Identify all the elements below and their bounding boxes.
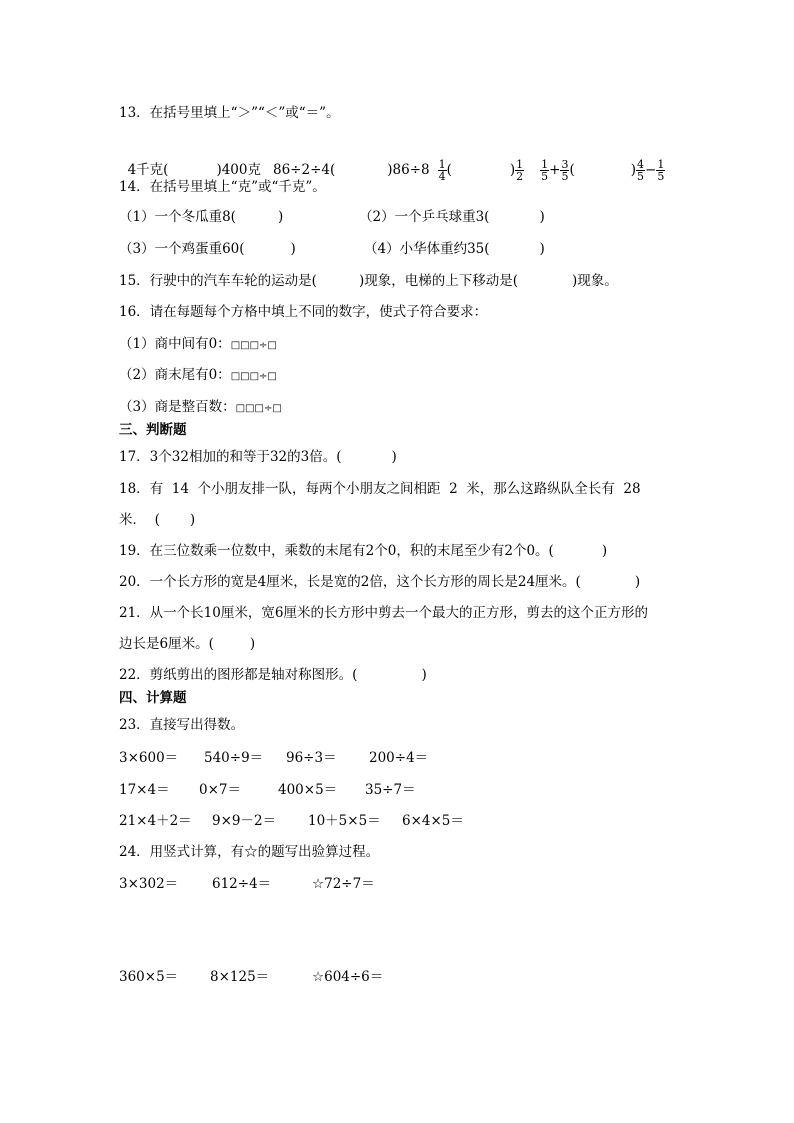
q23-r2c4: 35÷7＝: [365, 782, 416, 798]
q15: 15．行驶中的汽车车轮的运动是( )现象，电梯的上下移动是( )现象。: [119, 273, 618, 289]
q13-frac-3-5: $\frac{3}{5}$: [561, 158, 569, 183]
q16-boxes-3: □□□÷□: [235, 403, 282, 414]
q24-r1c1: 3×302＝: [119, 876, 179, 892]
section4-heading: 四、计算题: [119, 690, 187, 706]
q23-r2c1: 17×4＝: [119, 782, 170, 798]
q13-frac-1-4: $\frac{1}{4}$: [438, 158, 446, 183]
q13-frac-1-2: $\frac{1}{2}$: [516, 158, 524, 183]
q16-boxes-1: □□□÷□: [230, 340, 277, 351]
q13-item4-close: ): [630, 162, 637, 178]
q14-row1-b: （2）一个乒乓球重3( ): [359, 209, 545, 225]
q13-plus: +: [549, 162, 561, 178]
q16-item1: （1）商中间有0：□□□÷□: [119, 336, 277, 352]
q21-line1: 21．从一个长10厘米，宽6厘米的长方形中剪去一个最大的正方形，剪去的这个正方形的: [119, 605, 648, 621]
q14-row2-b: （4）小华体重约35( ): [364, 241, 545, 257]
q13-item3-close: ): [509, 162, 516, 178]
q23-prompt: 23．直接写出得数。: [119, 717, 245, 733]
q24-r2c2: 8×125＝: [210, 969, 270, 985]
q13-prompt: 13．在括号里填上“＞”“＜”或“＝”。: [119, 105, 340, 121]
q16-prompt: 16．请在每题每个方格中填上不同的数字，使式子符合要求：: [119, 304, 488, 320]
q20: 20．一个长方形的宽是4厘米，长是宽的2倍，这个长方形的周长是24厘米。( ): [119, 574, 641, 590]
q24-r1c2: 612÷4＝: [212, 876, 272, 892]
q23-r3c3: 10＋5×5＝: [308, 813, 381, 829]
q22: 22．剪纸剪出的图形都是轴对称图形。( ): [119, 667, 427, 683]
q14-row2: （3）一个鸡蛋重60( ): [119, 241, 296, 257]
q16-item3: （3）商是整百数：□□□÷□: [119, 399, 282, 415]
q23-r1c1: 3×600＝: [119, 750, 179, 766]
q23-r3c2: 9×9－2＝: [212, 813, 277, 829]
q13-frac-1-5b: $\frac{1}{5}$: [657, 158, 665, 183]
q24-r1c3: ☆72÷7＝: [312, 876, 375, 892]
q23-r1c4: 200÷4＝: [369, 750, 429, 766]
q21-line2: 边长是6厘米。( ): [119, 636, 256, 652]
section3-heading: 三、判断题: [119, 422, 187, 438]
q24-r2c1: 360×5＝: [119, 969, 179, 985]
q18-line1: 18．有 14 个小朋友排一队，每两个小朋友之间相距 2 米，那么这路纵队全长有 28: [119, 481, 641, 497]
q13-item2-right: )86÷8: [387, 162, 430, 178]
q13-frac-1-5: $\frac{1}{5}$: [541, 158, 549, 183]
q17: 17．3个32相加的和等于32的3倍。( ): [119, 449, 397, 465]
q13-item1-right: )400克: [216, 162, 261, 178]
q13-frac-4-5: $\frac{4}{5}$: [637, 158, 645, 183]
q14-prompt: 14．在括号里填上“克”或“千克”。: [119, 179, 326, 195]
q24-r2c3: ☆604÷6＝: [312, 969, 384, 985]
q16-boxes-2: □□□÷□: [230, 371, 277, 382]
q23-r2c2: 0×7＝: [199, 782, 241, 798]
q13-item2-left: 86÷2÷4(: [273, 162, 336, 178]
q19: 19．在三位数乘一位数中，乘数的末尾有2个0，积的末尾至少有2个0。( ): [119, 543, 608, 559]
q23-r2c3: 400×5＝: [278, 782, 338, 798]
q23-r3c4: 6×4×5＝: [402, 813, 464, 829]
q23-r1c3: 96÷3＝: [286, 750, 337, 766]
q23-r3c1: 21×4＋2＝: [119, 813, 192, 829]
q13-item1-left: 4千克(: [127, 162, 169, 178]
q24-prompt: 24．用竖式计算，有☆的题写出验算过程。: [119, 844, 380, 860]
q16-item2: （2）商末尾有0：□□□÷□: [119, 367, 277, 383]
q13-item4-open: (: [569, 162, 575, 178]
q13-minus: −: [645, 162, 657, 178]
q14-row1: （1）一个冬瓜重8( ): [119, 209, 284, 225]
q23-r1c2: 540÷9＝: [204, 750, 264, 766]
q18-line2: 米． ( ): [119, 512, 196, 528]
q13-items: [119, 141, 665, 182]
q13-item3-open: (: [446, 162, 452, 178]
